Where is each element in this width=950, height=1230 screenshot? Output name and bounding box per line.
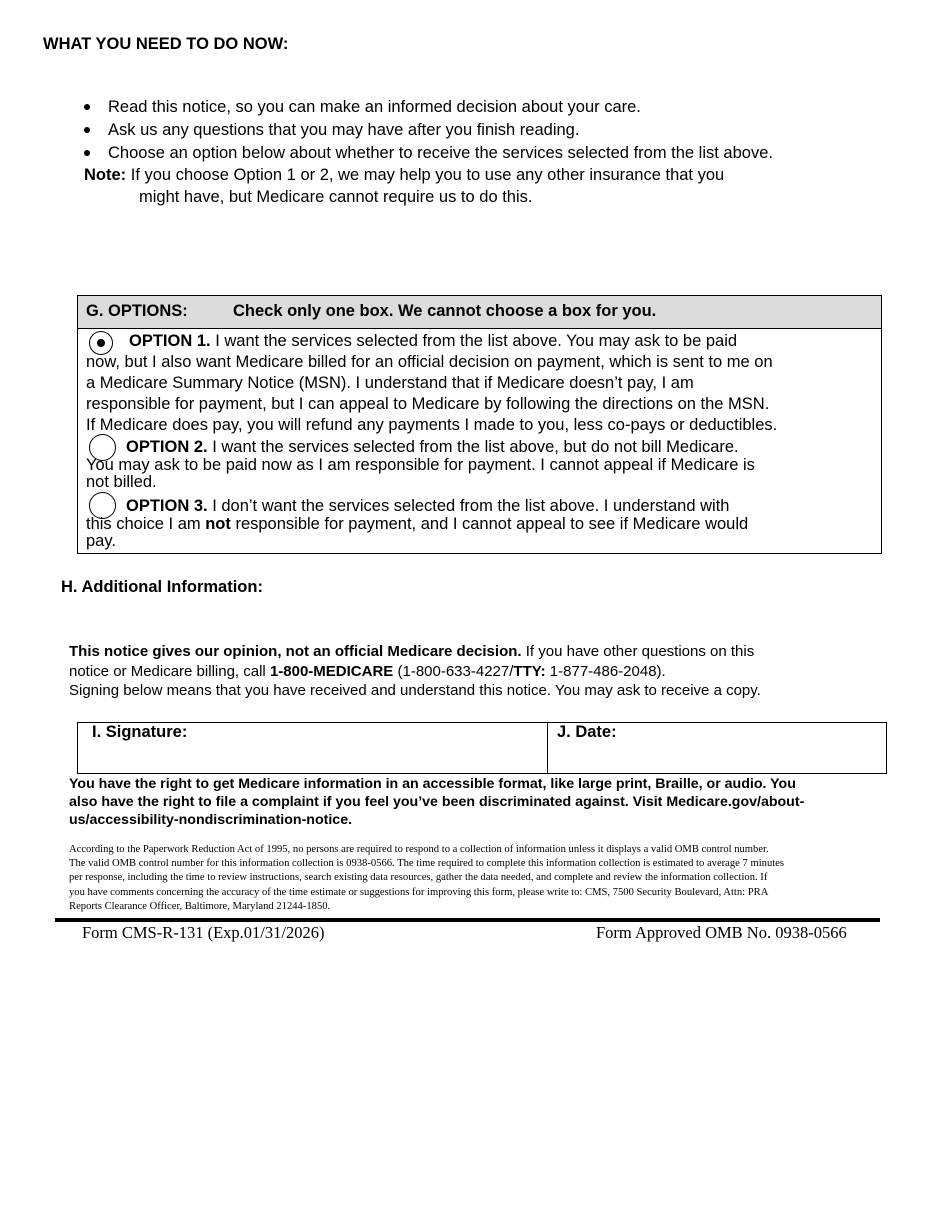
option-1-text: I want the services selected from the list above. You may ask to be paid [210, 332, 738, 350]
option-1-text: a Medicare Summary Notice (MSN). I understand that if Medicare doesn’t pay, I am [86, 374, 694, 392]
tty-label: TTY: [513, 662, 546, 680]
pra-text: you have comments concerning the accuracy of the time estimate or suggestions for improving this form, please write to: CMS, 7500 Security Boulevard, Attn: PRA [69, 886, 769, 898]
list-item [82, 142, 882, 165]
note-label: Note: [84, 166, 127, 184]
list-item-text: Choose an option below about whether to receive the services selected from the list above. [108, 144, 773, 162]
pra-text: The valid OMB control number for this information collection is 0938-0566. The time required to complete this information collection is estimated to average 7 minutes [69, 858, 785, 870]
medicare-phone: 1-800-MEDICARE [269, 662, 394, 680]
list-item-text: Read this notice, so you can make an informed decision about your care. [108, 98, 641, 116]
option-1-text: responsible for payment, but I can appeal to Medicare by following the directions on the MSN. [86, 395, 770, 413]
option-2-label: OPTION 2. [126, 438, 208, 456]
pra-text: per response, including the time to review instructions, search existing data resources, gather the data needed, and complete and review the information collection. If [69, 872, 768, 884]
notice-bold-lead: This notice gives our opinion, not an official Medicare decision. [69, 643, 522, 660]
instruction-list [82, 96, 882, 165]
option-3-emphasis: not [205, 515, 231, 533]
option-1-text: now, but I also want Medicare billed for an official decision on payment, which is sent to me on [86, 353, 773, 371]
option-3-text: this choice I am [86, 515, 206, 533]
pra-text: According to the Paperwork Reduction Act of 1995, no persons are required to respond to a collection of information unless it displays a valid OMB control number. [69, 844, 769, 855]
omb-number: Form Approved OMB No. 0938-0566 [596, 923, 847, 942]
notice-text: Signing below means that you have received and understand this notice. You may ask to receive a copy. [69, 682, 761, 699]
bullet-icon [84, 104, 90, 110]
footer-rule [55, 918, 880, 922]
notice-text: notice or Medicare billing, call [69, 662, 270, 680]
list-item [82, 96, 882, 119]
pra-text: Reports Clearance Officer, Baltimore, Maryland 21244-1850. [69, 900, 331, 912]
rights-text: also have the right to file a complaint if you feel you’ve been discriminated against. Visit Medicare.gov/about- [69, 794, 805, 810]
option-1-radio[interactable] [89, 331, 113, 355]
date-field[interactable]: J. Date: [557, 723, 617, 741]
accessibility-rights-notice [69, 775, 884, 829]
signature-field[interactable]: I. Signature: [92, 723, 188, 741]
rights-text: us/accessibility-nondiscrimination-notice. [69, 812, 353, 828]
options-box [77, 295, 882, 554]
options-header-label: G. OPTIONS: [86, 302, 188, 320]
options-header [78, 296, 881, 329]
bullet-icon [84, 127, 90, 133]
option-3-text: responsible for payment, and I cannot appeal to see if Medicare would [230, 515, 749, 533]
paperwork-reduction-act-notice [69, 843, 897, 914]
option-3-text: pay. [86, 532, 116, 550]
signature-table [77, 722, 887, 774]
notice-text: If you have other questions on this [521, 643, 755, 660]
radio-selected-icon [97, 339, 105, 347]
form-id: Form CMS-R-131 (Exp.01/31/2026) [82, 923, 325, 942]
note-text-line1: If you choose Option 1 or 2, we may help you to use any other insurance that you [126, 166, 725, 184]
option-2-text: I want the services selected from the list above, but do not bill Medicare. [207, 438, 739, 456]
page-heading: WHAT YOU NEED TO DO NOW: [43, 35, 289, 53]
bullet-icon [84, 150, 90, 156]
option-3-text: I don’t want the services selected from the list above. I understand with [207, 497, 730, 515]
note [84, 164, 884, 208]
note-text-line2: might have, but Medicare cannot require us to do this. [139, 188, 533, 206]
notice-paragraph [69, 642, 879, 701]
option-3-label: OPTION 3. [126, 497, 208, 515]
additional-info-label: H. Additional Information: [61, 578, 263, 596]
option-2-text: You may ask to be paid now as I am responsible for payment. I cannot appeal if Medicare is [86, 456, 755, 474]
option-1-text: If Medicare does pay, you will refund any payments I made to you, less co-pays or deductibles. [86, 416, 778, 434]
option-1-label: OPTION 1. [129, 332, 211, 350]
table-divider [547, 723, 548, 773]
options-header-instruction: Check only one box. We cannot choose a box for you. [233, 302, 657, 320]
rights-text: You have the right to get Medicare information in an accessible format, like large print, Braille, or audio. You [69, 776, 796, 792]
notice-text: 1-877-486-2048). [545, 662, 666, 680]
list-item-text: Ask us any questions that you may have after you finish reading. [108, 121, 580, 139]
option-2-text: not billed. [86, 473, 157, 491]
list-item [82, 119, 882, 142]
notice-text: (1-800-633-4227/ [393, 662, 514, 680]
